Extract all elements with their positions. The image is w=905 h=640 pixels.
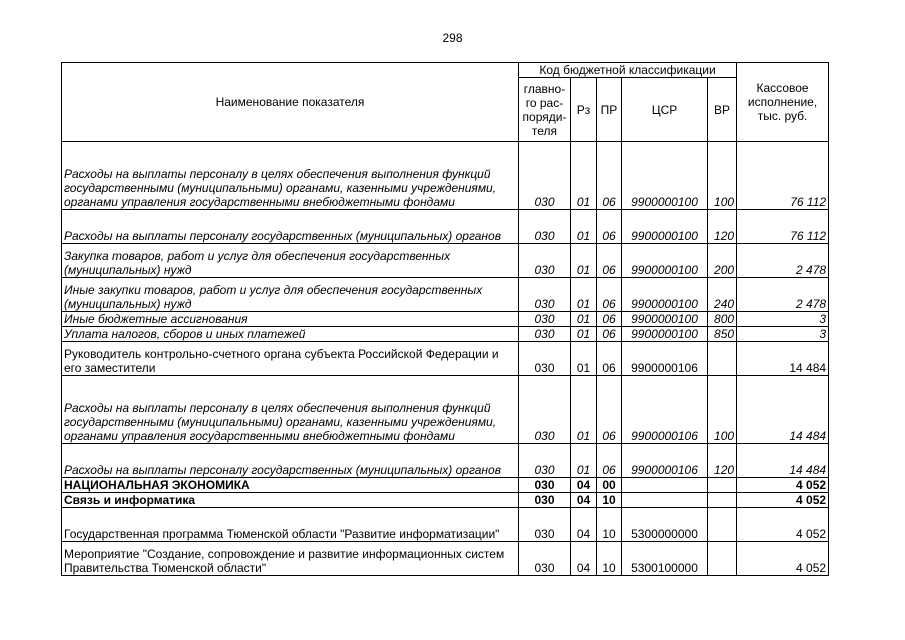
row-name: Расходы на выплаты персоналу в целях обеспечения выполнения функций государственными (муниципальными) органами, казенными учреждениями, органами управления государственными внебюджетными фондами — [62, 376, 519, 444]
row-pr: 10 — [597, 542, 622, 576]
row-amount: 4 052 — [737, 542, 829, 576]
row-chief-admin: 030 — [519, 542, 571, 576]
row-csr: 5300000000 — [622, 508, 708, 542]
row-rz: 01 — [571, 142, 597, 210]
row-csr: 9900000100 — [622, 142, 708, 210]
row-chief-admin: 030 — [519, 478, 571, 493]
row-csr — [622, 478, 708, 493]
row-chief-admin: 030 — [519, 210, 571, 244]
header-chief-admin: главно-го рас-поряди-теля — [519, 78, 571, 142]
row-csr: 9900000106 — [622, 376, 708, 444]
row-rz: 04 — [571, 542, 597, 576]
row-rz: 04 — [571, 508, 597, 542]
table-row — [62, 210, 829, 244]
row-amount: 14 484 — [737, 376, 829, 444]
row-chief-admin: 030 — [519, 508, 571, 542]
row-chief-admin: 030 — [519, 376, 571, 444]
row-vr — [708, 542, 737, 576]
row-vr: 200 — [708, 244, 737, 278]
row-pr: 06 — [597, 342, 622, 376]
table-body — [62, 142, 829, 576]
header-pr: ПР — [597, 78, 622, 142]
row-vr: 120 — [708, 444, 737, 478]
row-amount: 3 — [737, 327, 829, 342]
row-pr: 06 — [597, 376, 622, 444]
row-vr: 100 — [708, 376, 737, 444]
row-chief-admin: 030 — [519, 312, 571, 327]
row-chief-admin: 030 — [519, 327, 571, 342]
row-csr: 9900000100 — [622, 210, 708, 244]
row-name: Государственная программа Тюменской области "Развитие информатизации" — [62, 508, 519, 542]
row-name: Иные бюджетные ассигнования — [62, 312, 519, 327]
row-pr: 06 — [597, 210, 622, 244]
header-rz: Рз — [571, 78, 597, 142]
row-rz: 01 — [571, 210, 597, 244]
page-number: 298 — [442, 31, 463, 45]
row-pr: 10 — [597, 508, 622, 542]
row-name: Закупка товаров, работ и услуг для обеспечения государственных (муниципальных) нужд — [62, 244, 519, 278]
row-amount: 3 — [737, 312, 829, 327]
row-vr: 120 — [708, 210, 737, 244]
table-row — [62, 142, 829, 210]
budget-table — [61, 62, 829, 576]
row-name: Расходы на выплаты персоналу государственных (муниципальных) органов — [62, 210, 519, 244]
row-rz: 01 — [571, 444, 597, 478]
row-rz: 01 — [571, 312, 597, 327]
row-name: Уплата налогов, сборов и иных платежей — [62, 327, 519, 342]
row-csr — [622, 493, 708, 508]
row-pr: 06 — [597, 142, 622, 210]
header-vr: ВР — [708, 78, 737, 142]
table-row — [62, 312, 829, 327]
row-name: Руководитель контрольно-счетного органа субъекта Российской Федерации и его заместители — [62, 342, 519, 376]
row-chief-admin: 030 — [519, 278, 571, 312]
table-row — [62, 278, 829, 312]
row-name: Иные закупки товаров, работ и услуг для обеспечения государственных (муниципальных) нужд — [62, 278, 519, 312]
row-amount: 4 052 — [737, 478, 829, 493]
row-vr: 800 — [708, 312, 737, 327]
row-rz: 01 — [571, 342, 597, 376]
row-rz: 04 — [571, 493, 597, 508]
table-row — [62, 478, 829, 493]
row-pr: 10 — [597, 493, 622, 508]
row-csr: 9900000100 — [622, 244, 708, 278]
table-row — [62, 508, 829, 542]
row-rz: 01 — [571, 327, 597, 342]
row-csr: 9900000100 — [622, 327, 708, 342]
row-amount: 14 484 — [737, 342, 829, 376]
row-pr: 00 — [597, 478, 622, 493]
row-vr: 100 — [708, 142, 737, 210]
header-name: Наименование показателя — [62, 63, 519, 142]
row-rz: 04 — [571, 478, 597, 493]
header-budget-code: Код бюджетной классификации — [519, 63, 737, 78]
row-csr: 5300100000 — [622, 542, 708, 576]
table-row — [62, 542, 829, 576]
table-row — [62, 342, 829, 376]
row-csr: 9900000100 — [622, 312, 708, 327]
row-pr: 06 — [597, 244, 622, 278]
header-amount: Кассовое исполнение, тыс. руб. — [737, 63, 829, 142]
row-vr — [708, 508, 737, 542]
row-rz: 01 — [571, 278, 597, 312]
row-name: Расходы на выплаты персоналу в целях обеспечения выполнения функций государственными (муниципальными) органами, казенными учреждениями, органами управления государственными внебюджетными фондами — [62, 142, 519, 210]
table-row — [62, 376, 829, 444]
row-amount: 2 478 — [737, 244, 829, 278]
row-vr — [708, 478, 737, 493]
row-csr: 9900000100 — [622, 278, 708, 312]
row-name: Мероприятие "Создание, сопровождение и развитие информационных систем Правительства Тюменской области" — [62, 542, 519, 576]
row-rz: 01 — [571, 244, 597, 278]
row-chief-admin: 030 — [519, 342, 571, 376]
row-vr — [708, 493, 737, 508]
row-amount: 4 052 — [737, 493, 829, 508]
row-name: Расходы на выплаты персоналу государственных (муниципальных) органов — [62, 444, 519, 478]
row-amount: 14 484 — [737, 444, 829, 478]
table-row — [62, 244, 829, 278]
row-chief-admin: 030 — [519, 244, 571, 278]
row-rz: 01 — [571, 376, 597, 444]
table-row — [62, 444, 829, 478]
row-name: Связь и информатика — [62, 493, 519, 508]
row-vr: 240 — [708, 278, 737, 312]
row-vr — [708, 342, 737, 376]
table-row — [62, 327, 829, 342]
row-amount: 4 052 — [737, 508, 829, 542]
row-pr: 06 — [597, 278, 622, 312]
row-pr: 06 — [597, 312, 622, 327]
row-amount: 76 112 — [737, 142, 829, 210]
row-csr: 9900000106 — [622, 342, 708, 376]
row-name: НАЦИОНАЛЬНАЯ ЭКОНОМИКА — [62, 478, 519, 493]
row-csr: 9900000106 — [622, 444, 708, 478]
header-csr: ЦСР — [622, 78, 708, 142]
row-pr: 06 — [597, 327, 622, 342]
row-chief-admin: 030 — [519, 444, 571, 478]
row-amount: 2 478 — [737, 278, 829, 312]
row-vr: 850 — [708, 327, 737, 342]
table-row — [62, 493, 829, 508]
row-amount: 76 112 — [737, 210, 829, 244]
row-chief-admin: 030 — [519, 142, 571, 210]
row-pr: 06 — [597, 444, 622, 478]
row-chief-admin: 030 — [519, 493, 571, 508]
